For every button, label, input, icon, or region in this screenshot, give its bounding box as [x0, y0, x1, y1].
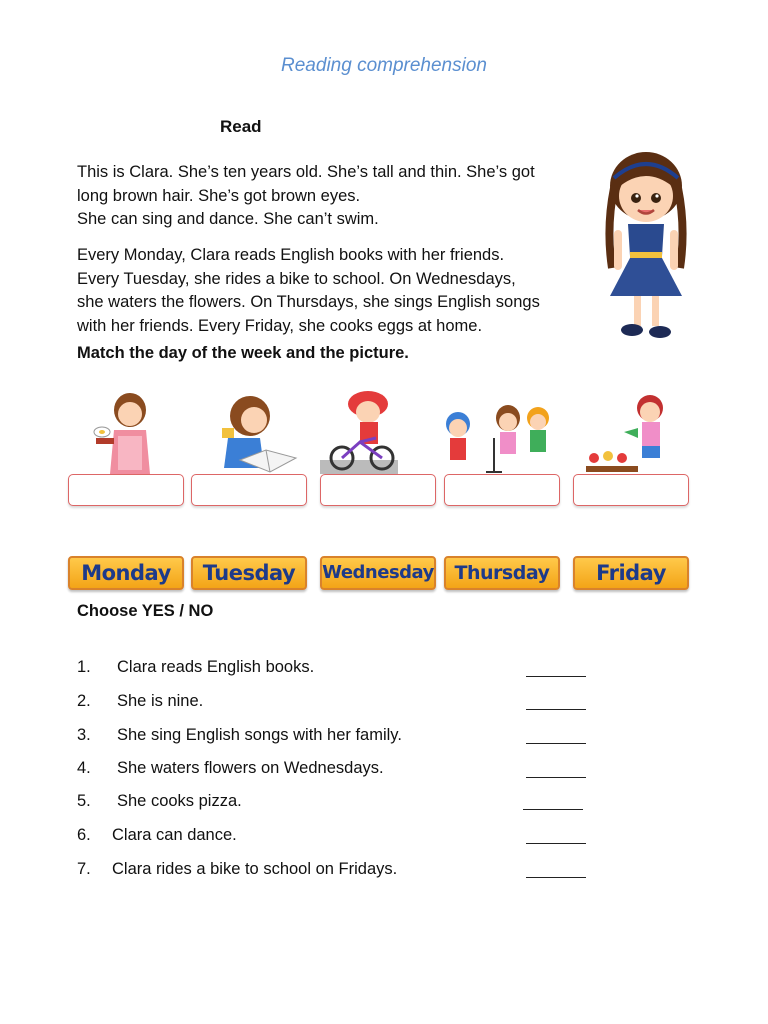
answer-blank[interactable]	[526, 709, 586, 710]
day-button-tuesday[interactable]: Tuesday	[191, 556, 307, 590]
question-number: 6.	[77, 826, 91, 844]
paragraph-line: She can sing and dance. She can’t swim.	[77, 210, 379, 228]
day-button-thursday[interactable]: Thursday	[444, 556, 560, 590]
answer-blank[interactable]	[526, 743, 586, 744]
answer-blank[interactable]	[526, 843, 586, 844]
answer-blank[interactable]	[523, 809, 583, 810]
day-button-wednesday[interactable]: Wednesday	[320, 556, 436, 590]
question-text: Clara reads English books.	[117, 658, 315, 676]
girl-cooking-icon	[72, 388, 182, 474]
girl-reading-icon	[200, 388, 310, 474]
question-text: Clara can dance.	[112, 826, 237, 844]
yes-no-heading: Choose YES / NO	[77, 602, 214, 620]
page-title: Reading comprehension	[281, 55, 487, 76]
read-heading: Read	[220, 117, 262, 136]
question-number: 7.	[77, 860, 91, 878]
question-number: 4.	[77, 759, 91, 777]
day-button-friday[interactable]: Friday	[573, 556, 689, 590]
question-text: Clara rides a bike to school on Fridays.	[112, 860, 398, 878]
answer-box-4[interactable]	[444, 474, 560, 506]
girl-watering-flowers-icon	[578, 388, 688, 474]
question-text: She cooks pizza.	[117, 792, 242, 810]
question-number: 5.	[77, 792, 91, 810]
answer-box-1[interactable]	[68, 474, 184, 506]
question-number: 2.	[77, 692, 91, 710]
answer-box-3[interactable]	[320, 474, 436, 506]
answer-blank[interactable]	[526, 877, 586, 878]
question-text: She waters flowers on Wednesdays.	[117, 759, 384, 777]
answer-blank[interactable]	[526, 676, 586, 677]
question-text: She is nine.	[117, 692, 204, 710]
paragraph-line: This is Clara. She’s ten years old. She’s tall and thin. She’s got	[77, 163, 535, 181]
answer-box-5[interactable]	[573, 474, 689, 506]
question-number: 1.	[77, 658, 91, 676]
paragraph-line: Every Monday, Clara reads English books with her friends.	[77, 246, 505, 264]
child-riding-bike-icon	[320, 388, 430, 474]
answer-box-2[interactable]	[191, 474, 307, 506]
paragraph-line: with her friends. Every Friday, she cooks eggs at home.	[77, 316, 483, 335]
children-singing-icon	[440, 388, 550, 474]
question-text: She sing English songs with her family.	[117, 726, 402, 744]
paragraph-line: long brown hair. She’s got brown eyes.	[77, 186, 361, 205]
clara-illustration	[600, 148, 692, 346]
question-number: 3.	[77, 726, 91, 744]
paragraph-routine	[77, 244, 617, 338]
paragraph-description	[77, 161, 617, 232]
paragraph-line: she waters the flowers. On Thursdays, she sings English songs	[77, 293, 540, 311]
answer-blank[interactable]	[526, 777, 586, 778]
match-instruction: Match the day of the week and the picture.	[77, 344, 409, 362]
day-button-monday[interactable]: Monday	[68, 556, 184, 590]
paragraph-line: Every Tuesday, she rides a bike to school. On Wednesdays,	[77, 269, 516, 288]
